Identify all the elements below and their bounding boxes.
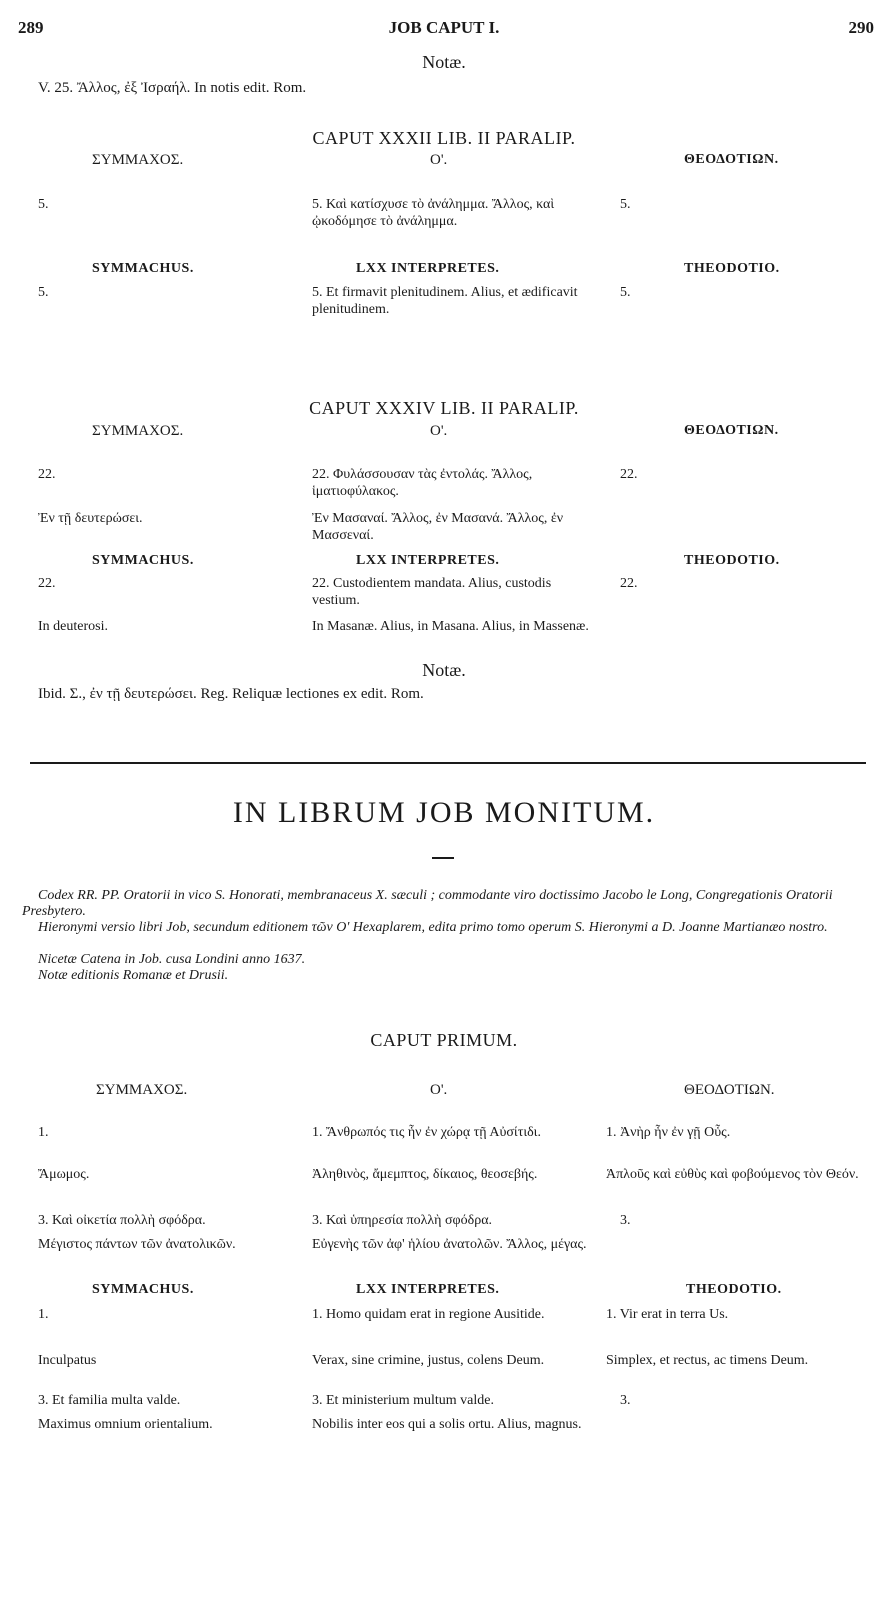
s2-greek-right-0: 22. [620,467,638,482]
col-head-theodotion-greek-3: ΘΕΟΔΟΤΙΩΝ. [684,1082,775,1098]
caput-heading-2-text: CAPUT XXXIV LIB. II PARALIP. [309,398,579,418]
running-title-text: JOB CAPUT I. [388,18,500,37]
col-head-lxx-greek-3: O'. [430,1082,448,1098]
col-head-symmachus-latin-2: SYMMACHUS. [92,553,194,568]
s3-greek-left-2: 3. Καὶ οἰκετία πολλὴ σφόδρα. [38,1213,206,1228]
s3-latin-left-3: Maximus omnium orientalium. [38,1417,213,1432]
s3-latin-right-0: 1. Vir erat in terra Us. [606,1307,729,1322]
s3-greek-right-0: 1. Ἀνὴρ ἦν ἐν γῇ Οὖς. [606,1125,731,1140]
s2-greek-left-0: 22. [38,467,56,482]
s2-latin-left-0: 22. [38,576,56,591]
caput-heading-1-text: CAPUT XXXII LIB. II PARALIP. [312,128,576,148]
col-head-lxx-latin-3: LXX INTERPRETES. [356,1282,500,1297]
title-dash [432,857,454,859]
s3-latin-mid-0: 1. Homo quidam erat in regione Ausitide. [312,1307,545,1322]
s2-latin-left-1: In deuterosi. [38,619,108,634]
s3-greek-right-2: 3. [620,1213,631,1228]
notes-heading-top-text: Notæ. [422,52,466,72]
s3-latin-left-0: 1. [38,1307,49,1322]
s1-latin-right-0: 5. [620,285,631,300]
s1-greek-mid-0: 5. Καὶ κατίσχυσε τὸ ἀνάλημμα. Ἄλλος, καὶ ᾠκοδόμησε τὸ ἀνάλημμα. [312,197,555,229]
col-head-theodotio-latin-3: THEODOTIO. [686,1282,782,1297]
monitum-title-text: IN LIBRUM JOB MONITUM. [232,796,656,829]
col-head-theodotion-greek-1: ΘΕΟΔΟΤΙΩΝ. [684,152,779,167]
notes-heading-2-text: Notæ. [422,660,466,680]
s3-greek-mid-3: Εὐγενὴς τῶν ἀφ' ἡλίου ἀνατολῶν. Ἄλλος, μέγας. [312,1237,587,1252]
s3-latin-mid-1: Verax, sine crimine, justus, colens Deum. [312,1353,545,1368]
s3-greek-left-1: Ἄμωμος. [38,1167,90,1182]
s2-greek-mid-1: Ἐν Μασαναί. Ἄλλος, ἐν Μασανά. Ἄλλος, ἐν Μασσεναί. [312,511,564,543]
s3-latin-right-1: Simplex, et rectus, ac timens Deum. [606,1353,809,1368]
notes-line-2: Ibid. Σ., ἐν τῇ δευτερώσει. Reg. Reliquæ lectiones ex edit. Rom. [38,686,424,702]
s3-latin-right-2: 3. [620,1393,631,1408]
s2-greek-left-1: Ἐν τῇ δευτερώσει. [38,511,143,526]
col-head-symmachus-greek-3: ΣΥΜΜΑΧΟΣ. [96,1082,188,1098]
s3-greek-mid-1: Ἀληθινὸς, ἄμεμπτος, δίκαιος, θεοσεβής. [312,1167,538,1182]
page-number-right: 290 [848,18,874,37]
col-head-symmachus-latin-3: SYMMACHUS. [92,1282,194,1297]
s2-latin-mid-1: In Masanæ. Alius, in Masana. Alius, in Massenæ. [312,619,589,634]
s3-greek-mid-0: 1. Ἄνθρωπός τις ἦν ἐν χώρᾳ τῇ Αὐσίτιδι. [312,1125,541,1140]
col-head-lxx-greek-1: O'. [430,152,448,168]
s3-latin-left-1: Inculpatus [38,1353,97,1368]
notes-line-top: V. 25. Ἄλλος, ἐξ Ἰσραήλ. In notis edit. Rom. [38,80,307,96]
s3-latin-left-2: 3. Et familia multa valde. [38,1393,181,1408]
caput-heading-3 [0,1030,888,1051]
notes-heading-top [0,52,888,73]
s3-latin-mid-2: 3. Et ministerium multum valde. [312,1393,494,1408]
col-head-theodotion-greek-2: ΘΕΟΔΟΤΙΩΝ. [684,423,779,438]
monitum-line-2: Nicetæ Catena in Job. cusa Londini anno 1637. [38,952,306,967]
notes-heading-2 [0,660,888,681]
caput-heading-2 [0,398,888,419]
section-divider [30,762,866,764]
monitum-line-1: Hieronymi versio libri Job, secundum editionem τῶν O' Hexaplarem, edita primo tomo operum S. Hieronymi a D. Joanne Martianæo nostro. [38,920,828,935]
s3-greek-left-3: Μέγιστος πάντων τῶν ἀνατολικῶν. [38,1237,236,1252]
col-head-lxx-latin-1: LXX INTERPRETES. [356,261,500,276]
col-head-symmachus-latin-1: SYMMACHUS. [92,261,194,276]
col-head-theodotio-latin-2: THEODOTIO. [684,553,780,568]
s1-greek-right-0: 5. [620,197,631,212]
s3-greek-mid-2: 3. Καὶ ὑπηρεσία πολλὴ σφόδρα. [312,1213,493,1228]
s1-latin-mid-0: 5. Et firmavit plenitudinem. Alius, et ædificavit plenitudinem. [312,285,578,317]
s3-greek-right-1: Ἁπλοῦς καὶ εὐθὺς καὶ φοβούμενος τὸν Θεόν. [606,1167,859,1182]
caput-heading-1 [0,128,888,149]
col-head-lxx-latin-2: LXX INTERPRETES. [356,553,500,568]
caput-heading-3-text: CAPUT PRIMUM. [370,1030,518,1050]
monitum-title [0,796,888,830]
s1-greek-left-0: 5. [38,197,49,212]
s3-latin-mid-3: Nobilis inter eos qui a solis ortu. Alius, magnus. [312,1417,582,1432]
s2-greek-mid-0: 22. Φυλάσσουσαν τὰς ἐντολάς. Ἄλλος, ἱματιοφύλακος. [312,467,533,499]
s2-latin-mid-0: 22. Custodientem mandata. Alius, custodis vestium. [312,576,552,608]
monitum-line-0: Codex RR. PP. Oratorii in vico S. Honorati, membranaceus X. sæculi ; commodante viro doctissimo Jacobo le Long, Congregationis Oratorii Presbytero. [22,888,833,919]
s3-greek-left-0: 1. [38,1125,49,1140]
col-head-lxx-greek-2: O'. [430,423,448,439]
running-title [0,18,888,38]
page-number-left: 289 [18,18,44,37]
col-head-symmachus-greek-1: ΣΥΜΜΑΧΟΣ. [92,152,184,168]
s1-latin-left-0: 5. [38,285,49,300]
s2-latin-right-0: 22. [620,576,638,591]
col-head-theodotio-latin-1: THEODOTIO. [684,261,780,276]
col-head-symmachus-greek-2: ΣΥΜΜΑΧΟΣ. [92,423,184,439]
monitum-line-3: Notæ editionis Romanæ et Drusii. [38,968,229,983]
